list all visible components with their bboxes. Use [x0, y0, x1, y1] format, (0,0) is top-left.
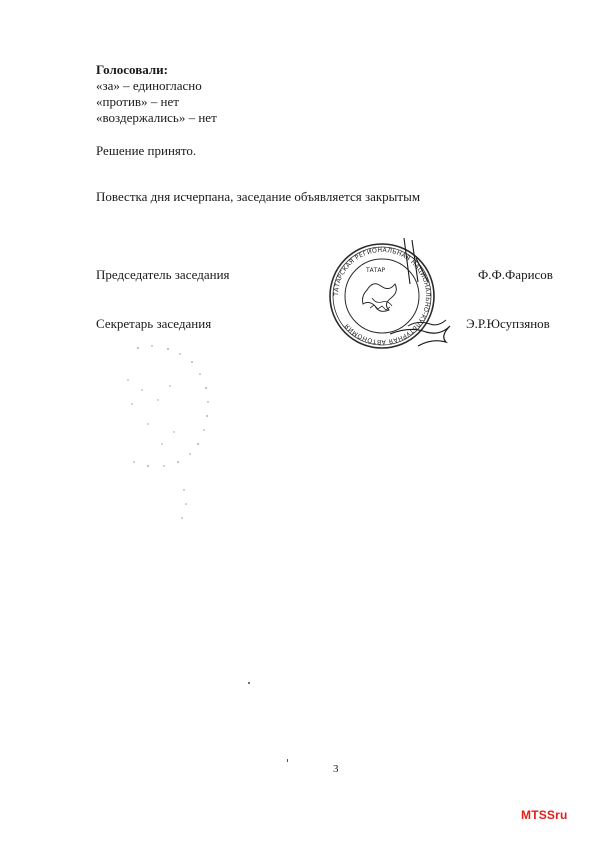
- chair-role: Председатель заседания: [96, 267, 230, 282]
- vote-against: «против» – нет: [96, 94, 179, 109]
- voting-heading: Голосовали:: [96, 62, 168, 77]
- vote-for: «за» – единогласно: [96, 78, 202, 93]
- page-number: 3: [333, 763, 339, 775]
- agenda-closed-text: Повестка дня исчерпана, заседание объявляется закрытым: [96, 189, 421, 204]
- seal-inner-text: ТАТАР: [366, 267, 386, 274]
- scan-speck: [287, 759, 288, 762]
- svg-text:ТАТАРСКАЯ РЕГИОНАЛЬНАЯ НАЦИОНА: [333, 247, 431, 345]
- secretary-name: Э.Р.Юсупзянов: [466, 316, 550, 331]
- chair-name: Ф.Ф.Фарисов: [478, 267, 553, 282]
- vote-abstained: «воздержались» – нет: [96, 110, 217, 125]
- decision-text: Решение принято.: [96, 143, 197, 158]
- scan-speck: [248, 682, 250, 684]
- seal-stamp-icon: [312, 238, 452, 352]
- faint-stamp-impression: [118, 340, 218, 530]
- secretary-role: Секретарь заседания: [96, 316, 212, 331]
- seal-outer-text: ТАТАРСКАЯ РЕГИОНАЛЬНАЯ НАЦИОНАЛЬНО-КУЛЬТУРНАЯ АВТОНОМИЯ: [332, 246, 432, 346]
- watermark-logo: MTSSru: [521, 808, 568, 822]
